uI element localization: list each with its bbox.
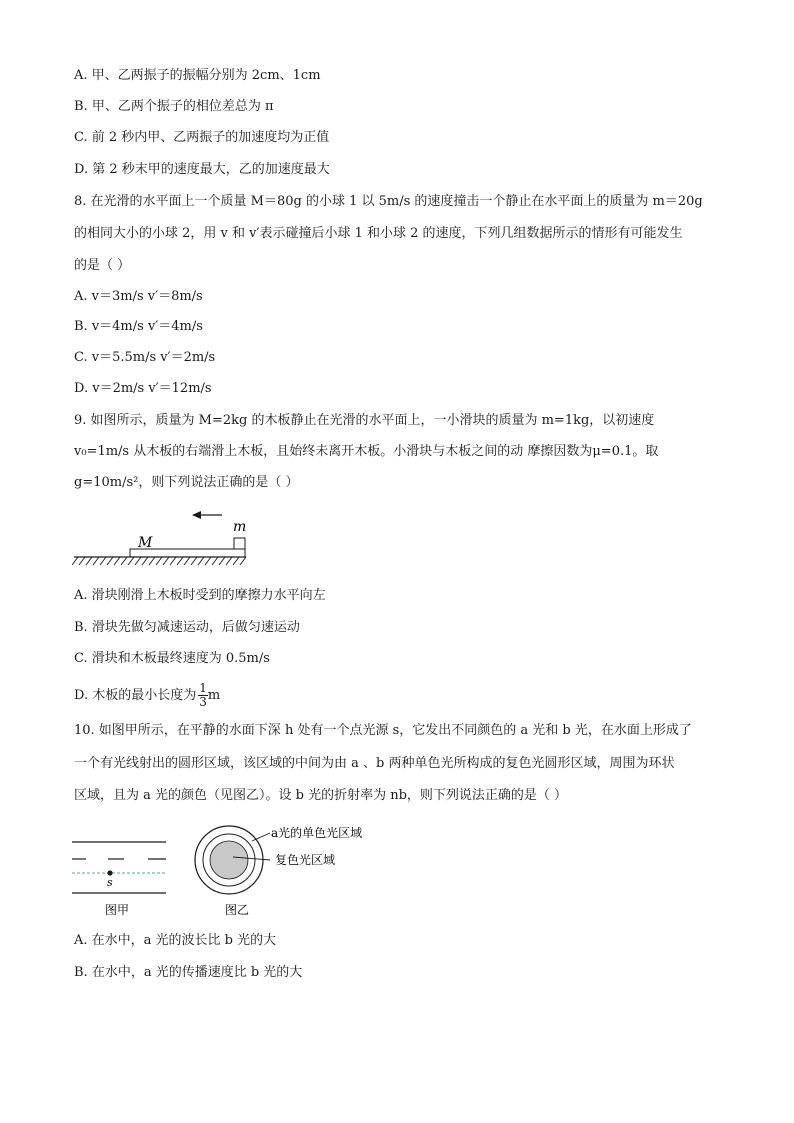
q8-option-a: A. v＝3m/s v′＝8m/s [74,289,203,304]
q10-label-inner: 复色光区域 [275,853,336,867]
ground-hatching [72,557,246,565]
q8-stem-line-2: 的相同大小的小球 2，用 v 和 v′表示碰撞后小球 1 和小球 2 的速度，下列几组数据所示的情形有可能发生 [74,226,683,241]
q7-option-c: C. 前 2 秒内甲、乙两振子的加速度均为正值 [74,130,330,145]
q10-stem-line-3: 区域，且为 a 光的颜色（见图乙）。设 b 光的折射率为 nb，则下列说法正确的是（ ） [74,788,568,803]
q9-option-c: C. 滑块和木板最终速度为 0.5m/s [74,651,270,666]
q8-option-b: B. v＝4m/s v′＝4m/s [74,319,203,334]
q9-option-b: B. 滑块先做匀减速运动，后做匀速运动 [74,620,300,635]
q7-option-d: D. 第 2 秒末甲的速度最大，乙的加速度最大 [74,162,330,177]
q9-figure [72,504,262,574]
q10-option-b: B. 在水中，a 光的传播速度比 b 光的大 [74,965,303,980]
q8-stem-line-1: 8. 在光滑的水平面上一个质量 M＝80g 的小球 1 以 5m/s 的速度撞击一个静止在水平面上的质量为 m＝20g [74,194,703,209]
q10-label-outer: a光的单色光区域 [271,826,363,840]
q8-stem-line-3: 的是（ ） [74,258,131,273]
q9-stem-line-3: g=10m/s²，则下列说法正确的是（ ） [74,475,299,490]
q9-option-a: A. 滑块刚滑上木板时受到的摩擦力水平向左 [74,588,326,603]
q10-figures [72,822,412,922]
q9-option-d-unit: m [207,688,221,703]
q7-option-b: B. 甲、乙两个振子的相位差总为 π [74,99,274,114]
q10-caption-right: 图乙 [225,903,250,917]
q8-option-d: D. v＝2m/s v′＝12m/s [74,381,212,396]
inner-disc [210,841,248,879]
q10-label-s: s [107,876,113,889]
q10-option-a: A. 在水中，a 光的波长比 b 光的大 [74,933,277,948]
arrow-head-icon [192,511,201,519]
q9-option-d [74,682,220,709]
block-m [234,538,245,549]
fraction-denominator: 3 [199,695,207,709]
q7-option-a: A. 甲、乙两振子的振幅分别为 2cm、1cm [74,68,321,83]
light-source-point [107,870,112,875]
fraction-numerator: 1 [199,681,207,695]
q9-stem-line-2: v₀=1m/s 从木板的右端滑上木板，且始终未离开木板。小滑块与木板之间的动 摩擦因数为μ=0.1。取 [74,444,659,459]
q9-label-M: M [138,535,153,551]
q9-label-m: m [233,519,247,535]
q10-caption-left: 图甲 [105,903,130,917]
q10-stem-line-1: 10. 如图甲所示，在平静的水面下深 h 处有一个点光源 s，它发出不同颜色的 a 光和 b 光，在水面上形成了 [74,723,692,738]
q8-option-c: C. v＝5.5m/s v′＝2m/s [74,350,216,365]
q9-stem-line-1: 9. 如图所示，质量为 M=2kg 的木板静止在光滑的水平面上，一小滑块的质量为 m=1kg，以初速度 [74,413,655,428]
fraction [198,682,208,709]
q9-option-d-prefix: D. 木板的最小长度为 [74,688,197,703]
q10-stem-line-2: 一个有光线射出的圆形区域，该区域的中间为由 a 、b 两种单色光所构成的复色光圆形区域，周围为环状 [74,756,675,771]
